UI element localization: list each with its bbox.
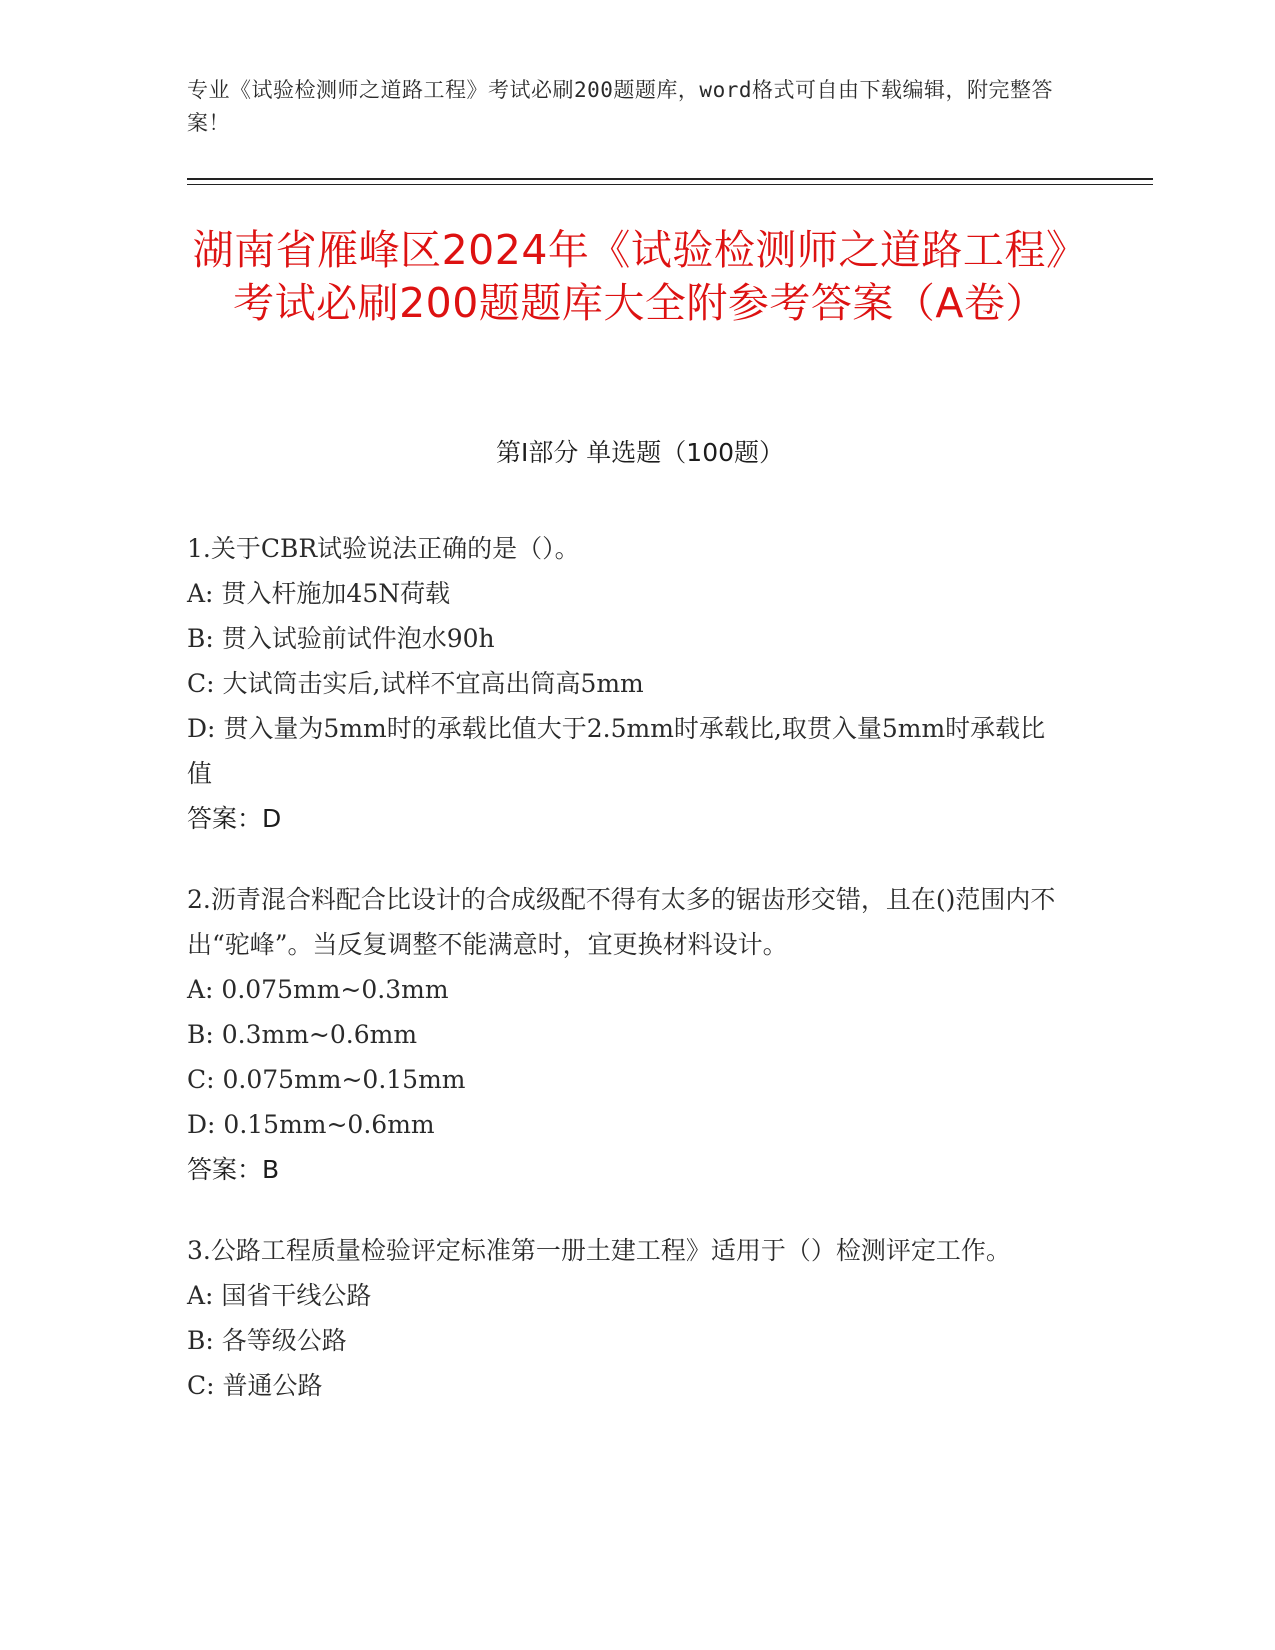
header-divider-thick	[187, 178, 1153, 180]
header-note: 专业《试验检测师之道路工程》考试必刷200题题库，word格式可自由下载编辑，附完整答案！	[187, 78, 1053, 135]
question-2-answer: 答案：B	[187, 1155, 280, 1184]
question-list	[187, 526, 1067, 1444]
question-2-option-b: B: 0.3mm~0.6mm	[187, 1020, 418, 1049]
question-3-text: 3.公路工程质量检验评定标准第一册土建工程》适用于（）检测评定工作。	[187, 1236, 1011, 1265]
question-3	[187, 1228, 1067, 1408]
question-1-answer: 答案：D	[187, 804, 282, 833]
question-1-option-b: B: 贯入试验前试件泡水90h	[187, 624, 495, 653]
question-2-option-a: A: 0.075mm~0.3mm	[187, 975, 449, 1004]
question-2-text: 2.沥青混合料配合比设计的合成级配不得有太多的锯齿形交错，且在()范围内不出“驼峰”。当反复调整不能满意时，宜更换材料设计。	[187, 885, 1056, 959]
question-3-option-b: B: 各等级公路	[187, 1326, 347, 1355]
question-2-option-d: D: 0.15mm~0.6mm	[187, 1110, 435, 1139]
question-1-option-d: D: 贯入量为5mm时的承载比值大于2.5mm时承载比,取贯入量5mm时承载比值	[187, 714, 1046, 788]
question-2-option-c: C: 0.075mm~0.15mm	[187, 1065, 466, 1094]
question-3-option-a: A: 国省干线公路	[187, 1281, 372, 1310]
question-1-option-a: A: 贯入杆施加45N荷载	[187, 579, 451, 608]
question-1	[187, 526, 1067, 841]
section-title: 第I部分 单选题（100题）	[495, 438, 785, 467]
question-2	[187, 877, 1067, 1192]
question-1-text: 1.关于CBR试验说法正确的是（）。	[187, 534, 580, 563]
header-divider-thin	[187, 184, 1153, 185]
question-3-option-c: C: 普通公路	[187, 1371, 323, 1400]
document-title: 湖南省雁峰区2024年《试验检测师之道路工程》考试必刷200题题库大全附参考答案（A卷）	[192, 226, 1088, 327]
question-1-option-c: C: 大试筒击实后,试样不宜高出筒高5mm	[187, 669, 644, 698]
